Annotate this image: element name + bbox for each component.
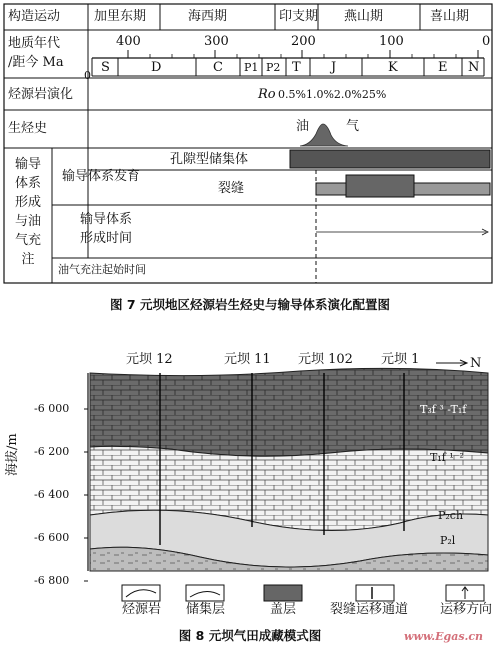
fracture-peak-bar [346,175,414,197]
legend-source-rock: 烃源岩 [122,602,162,617]
reservoir-bar [290,150,490,168]
stratum-p2l: P₂l [440,534,456,547]
era-P2: P2 [266,61,281,74]
era-P1: P1 [244,61,259,74]
figure-8-caption: 图 8 元坝气田成藏模式图 [178,628,322,643]
conduit-dev-label: 输导体系发育 [62,169,141,184]
well-yb11: 元坝 11 [224,352,271,367]
oil-label: 油 [296,119,310,134]
period-indosinian: 印支期 [279,9,319,24]
fracture-label: 裂缝 [218,181,245,196]
period-hercynian: 海西期 [188,9,228,24]
depth-6800: -6 800 [34,574,70,587]
figure-7-caption: 图 7 元坝地区烃源岩生烃史与输导体系演化配置图 [110,297,390,312]
depth-6400: -6 400 [34,488,70,501]
well-yb102: 元坝 102 [298,352,353,367]
legend-reservoir: 储集层 [186,602,226,617]
period-himalayan: 喜山期 [430,9,470,24]
era-T: T [292,60,301,75]
depth-6000: -6 000 [34,402,70,415]
watermark: www.Egas.cn [404,630,484,643]
well-yb1: 元坝 1 [381,352,420,367]
conduit-time-label-2: 形成时间 [80,231,133,246]
age-label-2: /距今 Ma [8,55,64,70]
era-C: C [213,60,223,75]
depth-6200: -6 200 [34,445,70,458]
period-caledonian: 加里东期 [94,9,147,24]
tick-300: 300 [204,34,229,49]
generation-label: 生烃史 [8,121,48,136]
ro-prefix: Ro [258,87,276,102]
era-J: J [331,60,337,75]
age-label-1: 地质年代 [8,36,61,51]
era-D: D [151,60,162,75]
gas-label: 气 [346,119,360,134]
well-yb12: 元坝 12 [126,352,173,367]
conduit-time-label-1: 输导体系 [80,212,133,227]
stratum-t3f: T₃f ³ -T₁f [420,403,467,416]
depth-6600: -6 600 [34,531,70,544]
figure-8-section [0,335,500,645]
tectonic-label: 构造运动 [8,9,61,24]
charge-start-label: 油气充注起始时间 [58,263,146,276]
period-yanshanian: 燕山期 [344,9,384,24]
legend-cap-rock: 盖层 [270,602,297,617]
era-N: N [468,60,480,75]
stratum-t1f: T₁f ¹⁻² [430,451,464,464]
era-S: S [101,60,110,75]
legend-migration-direction: 运移方向 [440,602,493,617]
yaxis-label: 海拔/m [5,433,20,476]
legend-fracture-pathway: 裂缝运移通道 [330,602,409,617]
tick-100: 100 [379,34,404,49]
tick-0-bottom: 0 [84,69,91,82]
tick-400: 400 [116,34,141,49]
era-K: K [388,60,398,75]
figure-7-frame [0,0,500,285]
conduit-side-label: 输导 体系 形成 与油 气充 注 [14,157,41,267]
tick-0-top: 0 [482,34,491,49]
tick-200: 200 [291,34,316,49]
ro-values: 0.5%1.0%2.0%25% [278,88,387,101]
stratum-p2ch: P₂ch [438,509,464,522]
north-label: N [470,356,482,371]
reservoir-label: 孔隙型储集体 [170,152,249,167]
source-rock-label: 烃源岩演化 [8,87,74,102]
era-E: E [438,60,448,75]
